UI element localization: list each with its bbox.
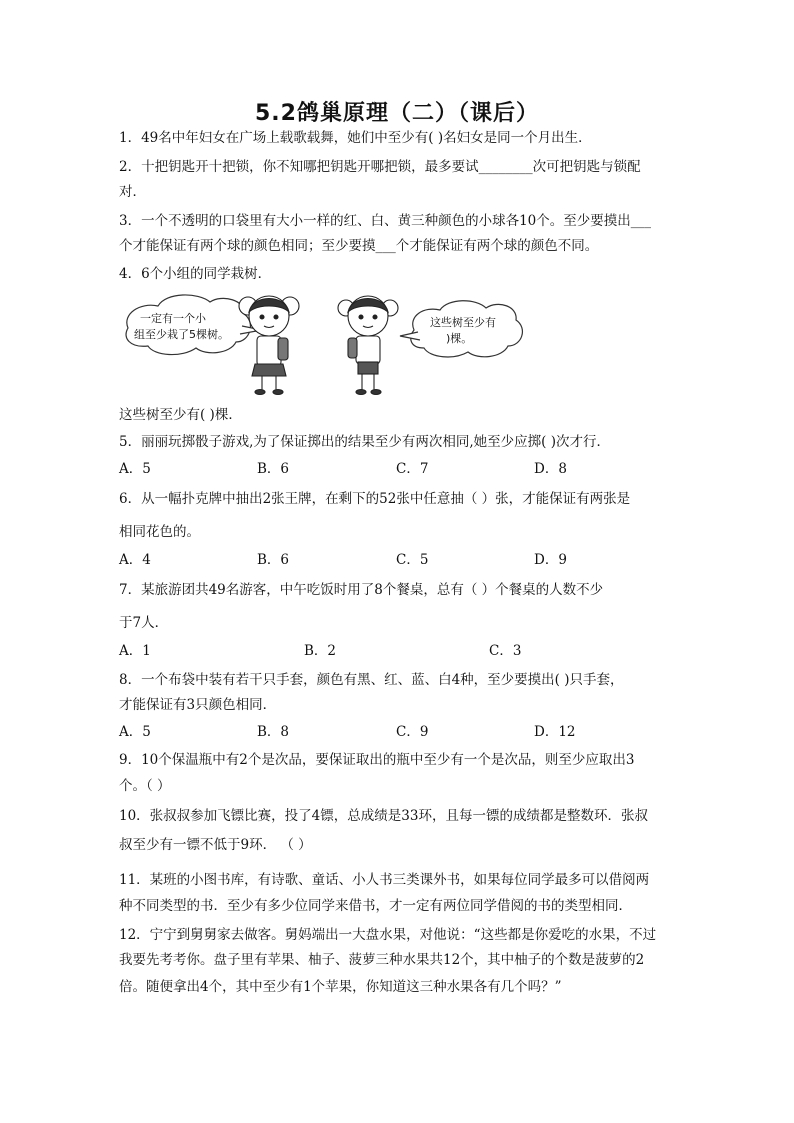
question-8-option-b: B．8 (257, 724, 290, 740)
question-5-option-b: B．6 (257, 461, 290, 477)
question-7-line-1: 7．某旅游团共49名游客，中午吃饭时用了8个餐桌，总有（ ）个餐桌的人数不少 (119, 582, 604, 598)
right-speech-bubble (400, 301, 522, 357)
question-3-line-1: 3．一个不透明的口袋里有大小一样的红、白、黄三种颜色的小球各10个。至少要摸出___ (119, 213, 652, 229)
question-4-answer-line: 这些树至少有( )棵． (119, 407, 242, 423)
bubble-right-line-2: )棵。 (446, 332, 473, 345)
question-8-option-a: A．5 (119, 724, 151, 740)
question-9-line-2: 个。（ ） (119, 778, 171, 794)
question-5: 5．丽丽玩掷骰子游戏,为了保证掷出的结果至少有两次相同,她至少应掷( )次才行． (119, 434, 610, 450)
question-8-line-1: 8．一个布袋中装有若干只手套，颜色有黑、红、蓝、白4种，至少要摸出( )只手套， (119, 672, 624, 688)
question-6-line-2: 相同花色的。 (119, 524, 200, 540)
question-10-line-1: 10．张叔叔参加飞镖比赛，投了4镖，总成绩是33环，且每一镖的成绩都是整数环．张叔 (119, 808, 648, 824)
question-6-option-d: D．9 (534, 552, 567, 568)
question-12-line-2: 我要先考考你。盘子里有苹果、柚子、菠萝三种水果共12个，其中柚子的个数是菠萝的2 (119, 952, 645, 968)
question-7-option-c: C．3 (489, 643, 522, 659)
bubble-left-line-1: 一定有一个小 (140, 312, 206, 325)
question-10-line-2: 叔至少有一镖不低于9环． （ ） (119, 837, 312, 853)
question-3-line-2: 个才能保证有两个球的颜色相同；至少要摸___个才能保证有两个球的颜色不同。 (119, 238, 599, 254)
question-1: 1．49名中年妇女在广场上载歌载舞，她们中至少有( )名妇女是同一个月出生． (119, 130, 592, 146)
question-11-line-1: 11．某班的小图书库，有诗歌、童话、小人书三类课外书，如果每位同学最多可以借阅两 (119, 872, 650, 888)
girl-left-figure (239, 296, 299, 395)
question-5-option-a: A．5 (119, 461, 151, 477)
question-5-option-d: D．8 (534, 461, 567, 477)
question-9-line-1: 9．10个保温瓶中有2个是次品，要保证取出的瓶中至少有一个是次品，则至少应取出3 (119, 752, 635, 768)
question-12-line-1: 12．宁宁到舅舅家去做客。舅妈端出一大盘水果，对他说：“这些都是你爱吃的水果，不过 (119, 927, 657, 943)
question-4: 4．6个小组的同学栽树． (119, 266, 272, 282)
girl-right-figure (338, 296, 398, 395)
question-7-option-a: A．1 (119, 643, 151, 659)
question-7-option-b: B．2 (304, 643, 337, 659)
question-4-illustration (118, 286, 538, 396)
question-6-option-b: B．6 (257, 552, 290, 568)
question-11-line-2: 种不同类型的书．至少有多少位同学来借书，才一定有两位同学借阅的书的类型相同． (119, 898, 632, 914)
question-12-line-3: 倍。随便拿出4个，其中至少有1个苹果，你知道这三种水果各有几个吗？” (119, 979, 562, 995)
question-8-option-c: C．9 (396, 724, 429, 740)
question-6-option-a: A．4 (119, 552, 151, 568)
question-7-line-2: 于7人． (119, 615, 169, 631)
bubble-left-line-2: 组至少栽了5棵树。 (134, 328, 229, 341)
question-2-line-1: 2．十把钥匙开十把锁，你不知哪把钥匙开哪把锁，最多要试________次可把钥匙与锁配 (119, 159, 641, 175)
question-5-option-c: C．7 (396, 461, 429, 477)
question-6-option-c: C．5 (396, 552, 429, 568)
page-title: 5.2鸽巢原理（二）（课后） (255, 101, 539, 126)
question-8-option-d: D．12 (534, 724, 576, 740)
question-6-line-1: 6．从一幅扑克牌中抽出2张王牌，在剩下的52张中任意抽（ ）张，才能保证有两张是 (119, 491, 631, 507)
bubble-right-line-1: 这些树至少有 (430, 316, 496, 329)
question-8-line-2: 才能保证有3只颜色相同． (119, 697, 277, 713)
question-2-line-2: 对． (119, 184, 146, 200)
